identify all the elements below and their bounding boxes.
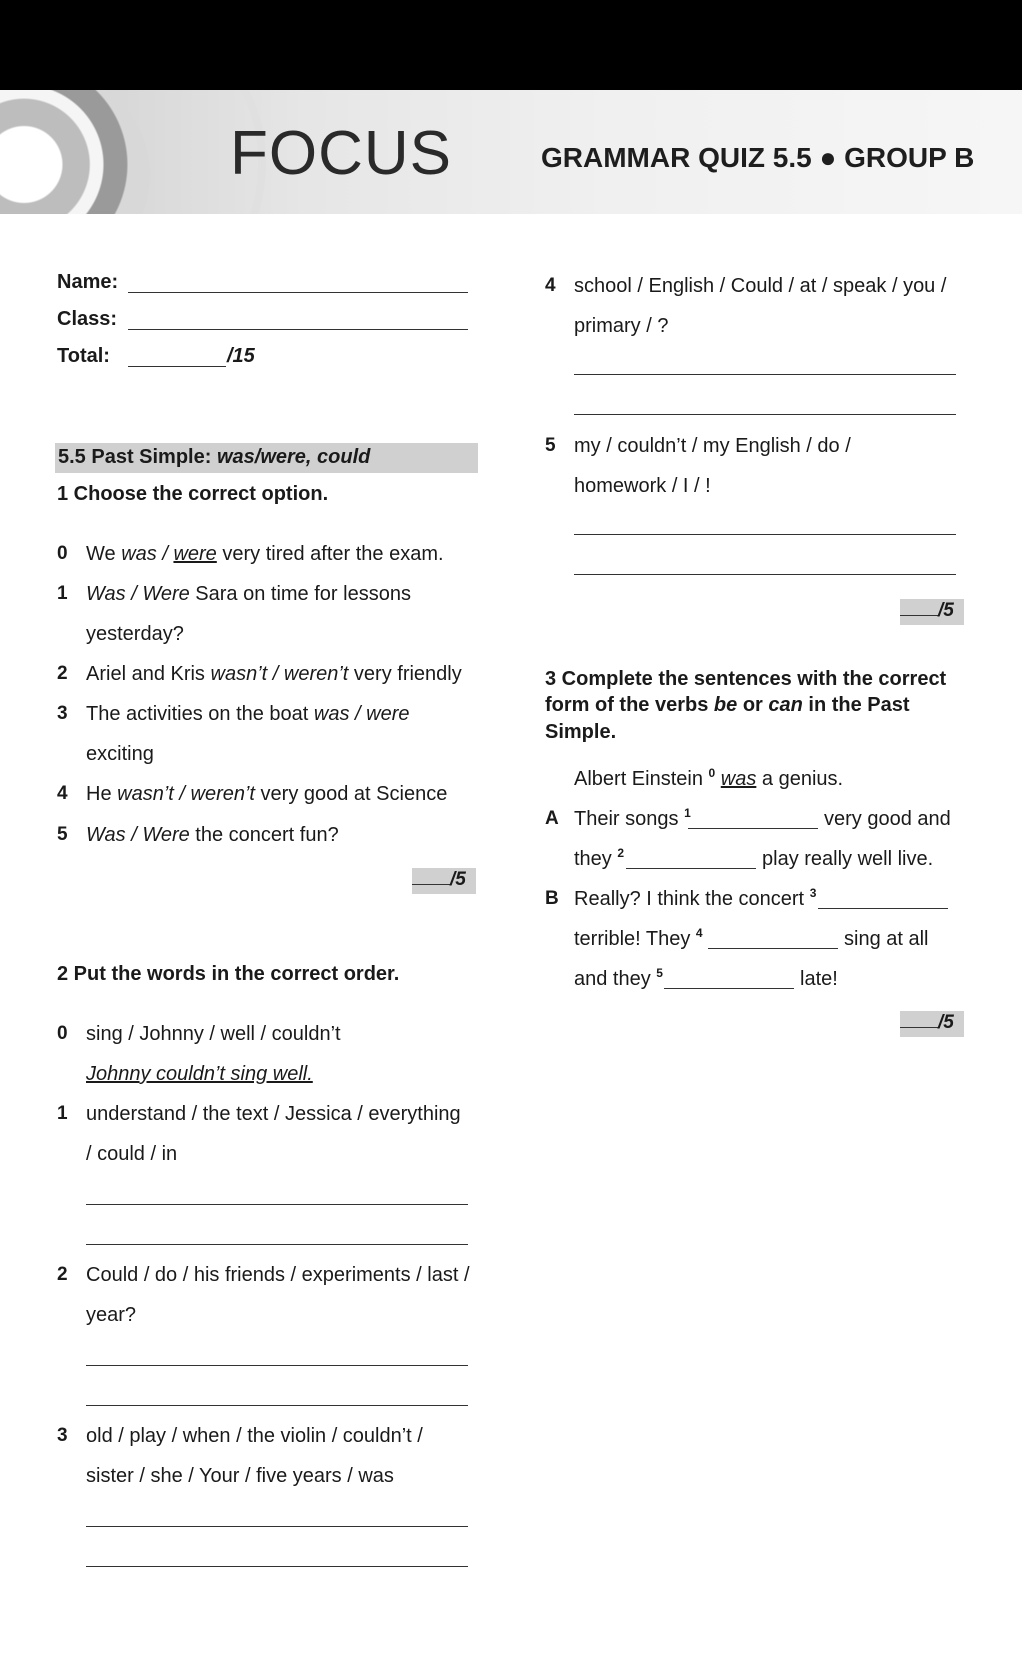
ex3-b-line1: Really? I think the concert $^3$: [574, 886, 817, 910]
ex3-score-field[interactable]: [900, 1027, 938, 1028]
ex1-item-3-line2: exciting: [86, 743, 154, 765]
ex2-instruction: 2 Put the words in the correct order.: [57, 963, 400, 985]
name-label: Name:: [57, 271, 119, 293]
ex1-item-2: Ariel and Kris wasn’t / weren’t very friendly: [86, 663, 462, 685]
ex2-item-0: sing / Johnny / well / couldn’t: [86, 1023, 341, 1045]
option[interactable]: wasn’t: [117, 783, 174, 805]
class-field[interactable]: [128, 329, 468, 330]
ex2-item-5: my / couldn’t / my English / do /: [574, 435, 851, 457]
ex3-b-line2: terrible! They $^4$: [574, 926, 703, 950]
quiz-title: GRAMMAR QUIZ 5.5 ● GROUP B: [541, 142, 975, 173]
answer-line[interactable]: [86, 1244, 468, 1245]
ex1-item-3: The activities on the boat was / were: [86, 703, 410, 725]
ex3-a-line2: they $^2$: [574, 846, 625, 870]
option[interactable]: weren’t: [190, 783, 255, 805]
blank-1[interactable]: [688, 828, 818, 829]
ex3-b-line2-post: sing at all: [844, 928, 929, 950]
option-selected[interactable]: were: [173, 543, 217, 565]
option[interactable]: Were: [142, 824, 190, 846]
blank-3[interactable]: [818, 908, 948, 909]
ex2-item-4-number: 4: [545, 275, 556, 296]
ex2-item-4: school / English / Could / at / speak / you /: [574, 275, 947, 297]
ex2-item-1-line2: / could / in: [86, 1143, 178, 1165]
ex3-a-line1-post: very good and: [824, 808, 951, 830]
class-label: Class:: [57, 308, 118, 330]
option[interactable]: weren’t: [283, 663, 349, 685]
ex2-item-3-line2: sister / she / Your / five years / was: [86, 1465, 394, 1487]
option[interactable]: wasn’t: [210, 663, 268, 685]
total-label: Total:: [57, 345, 110, 367]
ex3-a-line1: Their songs $^1$: [574, 806, 691, 830]
top-black-bar: [0, 0, 1022, 90]
ex1-item-3-number: 3: [57, 703, 68, 724]
answer-line[interactable]: [86, 1204, 468, 1205]
ex2-item-0-answer: Johnny couldn’t sing well.: [86, 1063, 313, 1085]
blank-2[interactable]: [626, 868, 756, 869]
answer-line[interactable]: [574, 414, 956, 415]
ex2-item-5-number: 5: [545, 435, 556, 456]
ex3-b-line3-post: late!: [800, 968, 838, 990]
focus-logo: FOCUS: [230, 119, 452, 188]
ex1-score-field[interactable]: [412, 884, 450, 885]
answer-line[interactable]: [86, 1566, 468, 1567]
answer-line[interactable]: [574, 574, 956, 575]
ex1-item-4-number: 4: [57, 783, 68, 804]
ex1-item-5: Was / Were the concert fun?: [86, 824, 339, 846]
ex3-instruction-line3: Simple.: [545, 721, 617, 743]
ex1-item-1: Was / Were Sara on time for lessons: [86, 583, 411, 605]
ex2-item-3: old / play / when / the violin / couldn’t /: [86, 1425, 423, 1447]
ex2-score-field[interactable]: [900, 615, 938, 616]
answer-line[interactable]: [574, 374, 956, 375]
header-banner: [0, 90, 1022, 214]
ex1-item-1-line2: yesterday?: [86, 623, 184, 645]
ex2-item-2: Could / do / his friends / experiments / last /: [86, 1264, 470, 1286]
ex3-b-line3: and they $^5$: [574, 966, 663, 990]
ex3-instruction-line1: 3 Complete the sentences with the correct: [545, 668, 947, 690]
option[interactable]: was: [313, 703, 350, 725]
ex3-a-line2-post: play really well live.: [762, 848, 934, 870]
blank-4[interactable]: [708, 948, 838, 949]
ex2-item-2-line2: year?: [86, 1304, 137, 1326]
ex2-item-1-number: 1: [57, 1103, 68, 1124]
ex3-b-label: B: [545, 888, 559, 909]
option[interactable]: Were: [142, 583, 190, 605]
ex3-a-label: A: [545, 808, 559, 829]
answer-line[interactable]: [86, 1365, 468, 1366]
ex2-item-3-number: 3: [57, 1425, 68, 1446]
ex1-instruction: 1 Choose the correct option.: [57, 483, 329, 505]
ex1-item-1-number: 1: [57, 583, 68, 604]
ex3-example: Albert Einstein $^0$ was a genius.: [574, 766, 844, 790]
ex1-item-2-number: 2: [57, 663, 68, 684]
ex1-item-0: We was / were very tired after the exam.: [86, 543, 444, 565]
name-field[interactable]: [128, 292, 468, 293]
ex2-item-4-line2: primary / ?: [574, 315, 669, 337]
option[interactable]: was: [121, 543, 157, 565]
option[interactable]: Was: [86, 583, 126, 605]
ex1-item-5-number: 5: [57, 824, 68, 845]
option[interactable]: Was: [86, 824, 126, 846]
total-field[interactable]: [128, 366, 226, 367]
section-title: 5.5 Past Simple: was/were, could: [58, 446, 371, 468]
ex2-item-5-line2: homework / I / !: [574, 475, 711, 497]
ex1-item-4: He wasn’t / weren’t very good at Science: [86, 783, 448, 805]
answer-line[interactable]: [86, 1526, 468, 1527]
ex2-score: /5: [900, 600, 954, 622]
ex2-item-1: understand / the text / Jessica / everything: [86, 1103, 461, 1125]
ex3-instruction-line2: form of the verbs be or can in the Past: [545, 694, 910, 716]
answer-line[interactable]: [86, 1405, 468, 1406]
answer-line[interactable]: [574, 534, 956, 535]
option[interactable]: were: [366, 703, 410, 725]
ex1-score: /5: [412, 869, 466, 891]
total-max: /15: [227, 345, 255, 367]
ex2-item-0-number: 0: [57, 1023, 68, 1044]
ex3-score: /5: [900, 1012, 954, 1034]
ex2-item-2-number: 2: [57, 1264, 68, 1285]
ex1-item-0-number: 0: [57, 543, 68, 564]
blank-5[interactable]: [664, 988, 794, 989]
